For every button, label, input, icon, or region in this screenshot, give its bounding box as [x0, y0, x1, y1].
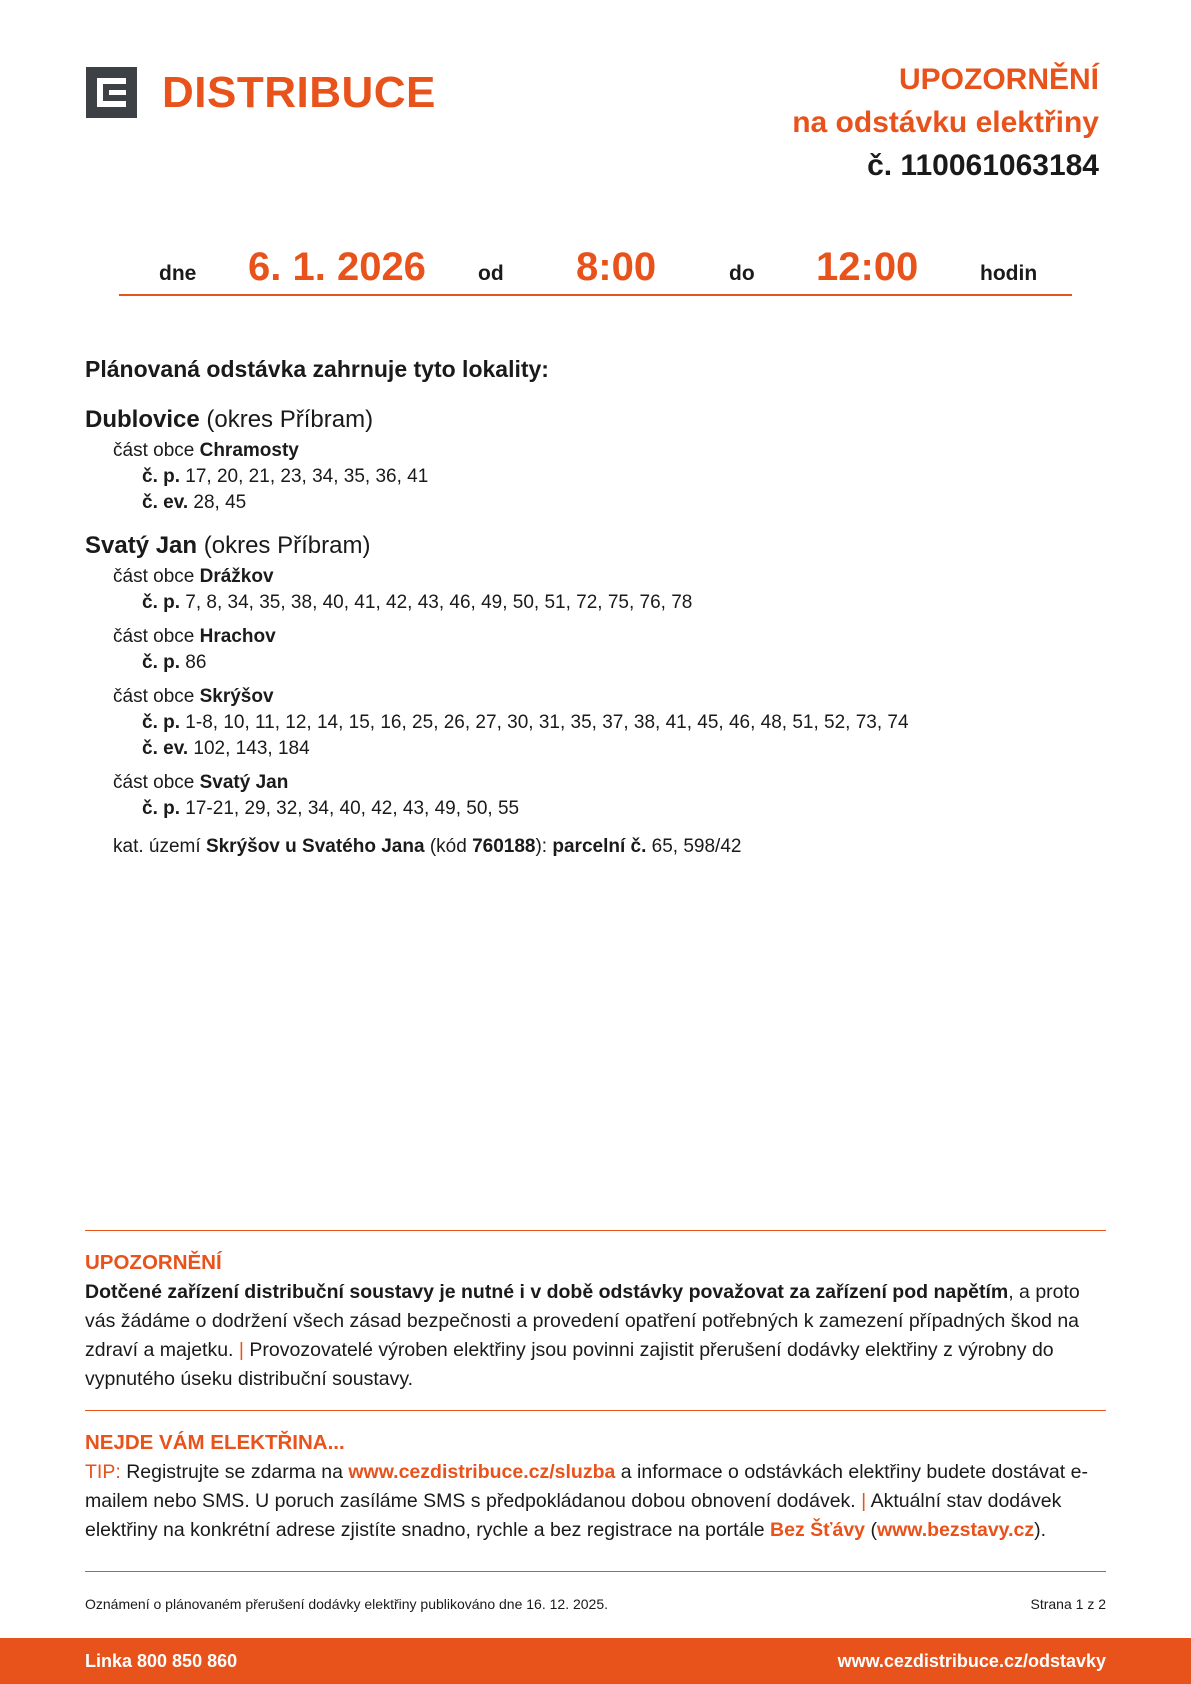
publication-note: Oznámení o plánovaném přerušení dodávky elektřiny publikováno dne 16. 12. 2025. [85, 1596, 609, 1612]
tip-section [85, 1428, 1107, 1545]
house-numbers: č. p. 86 [142, 652, 207, 673]
warning-heading: UPOZORNĚNÍ [85, 1251, 222, 1274]
municipality-part: část obce Skrýšov [113, 686, 274, 707]
warning-text: Dotčené zařízení distribuční soustavy je nutné i v době odstávky považovat za zařízení pod napětím, a proto vás žádáme o dodržení všech zásad bezpečnosti a provedení opatření potřebných k zamezení případných škod na zdraví a majetku. | Provozovatelé výroben elektřiny jsou povinni zajistit přerušení dodávky elektřiny z výrobny do vypnutého úseku distribuční soustavy. [85, 1281, 1080, 1390]
hotline[interactable]: Linka 800 850 860 [85, 1651, 238, 1671]
municipality-part: část obce Drážkov [113, 566, 274, 587]
label-to: do [729, 262, 755, 285]
intro-heading: Plánovaná odstávka zahrnuje tyto lokality: [85, 356, 549, 382]
safety-warning [85, 1248, 1107, 1394]
municipality-part: část obce Hrachov [113, 626, 276, 647]
house-numbers: č. p. 17, 20, 21, 23, 34, 35, 36, 41 [142, 466, 429, 487]
municipality-part: část obce Chramosty [113, 440, 299, 461]
logo-text: DISTRIBUCE [162, 67, 436, 117]
notice-number: č. 110061063184 [867, 149, 1099, 182]
time-from: 8:00 [576, 245, 657, 289]
registration-numbers: č. ev. 28, 45 [142, 492, 247, 513]
notice-title [792, 58, 1099, 187]
tip-text: TIP: Registrujte se zdarma na www.cezdistribuce.cz/sluzba a informace o odstávkách elektřiny budete dostávat e-mailem nebo SMS. U poruch zasíláme SMS s předpokládanou dobou obnovení dodávek. | Aktuální stav dodávek elektřiny na konkrétní adrese zjistíte snadno, rychle a bez registrace na portále Bez Šťávy (www.bezstavy.cz). [85, 1461, 1088, 1541]
footer-bar [0, 1638, 1191, 1684]
house-numbers: č. p. 1-8, 10, 11, 12, 14, 15, 16, 25, 26, 27, 30, 31, 35, 37, 38, 41, 45, 46, 48, 51, 52, 73, 74 [142, 712, 909, 733]
registration-numbers: č. ev. 102, 143, 184 [142, 738, 310, 759]
registration-link[interactable]: www.cezdistribuce.cz/sluzba [348, 1461, 616, 1483]
page-number: Strana 1 z 2 [1030, 1596, 1106, 1612]
label-day: dne [159, 262, 197, 285]
municipality-heading: Dublovice (okres Příbram) [85, 406, 374, 433]
municipality-heading: Svatý Jan (okres Příbram) [85, 532, 371, 559]
bezstavy-link[interactable]: www.bezstavy.cz [876, 1519, 1035, 1541]
website-link[interactable]: www.cezdistribuce.cz/odstavky [837, 1651, 1106, 1671]
outage-date: 6. 1. 2026 [248, 245, 426, 289]
portal-name: Bez Šťávy [770, 1519, 866, 1541]
title-line-1: UPOZORNĚNÍ [898, 63, 1099, 96]
locality-list [85, 356, 1105, 858]
logo-mark-icon [86, 67, 137, 118]
divider [85, 1571, 1106, 1572]
municipality-part: část obce Svatý Jan [113, 772, 289, 793]
cadastral-area: kat. území Skrýšov u Svatého Jana (kód 760188): parcelní č. 65, 598/42 [113, 836, 742, 857]
title-line-2: na odstávku elektřiny [792, 106, 1099, 139]
time-to: 12:00 [816, 245, 919, 289]
divider [85, 1410, 1106, 1411]
label-from: od [478, 262, 504, 285]
house-numbers: č. p. 17-21, 29, 32, 34, 40, 42, 43, 49, 50, 55 [142, 798, 520, 819]
tip-heading: NEJDE VÁM ELEKTŘINA... [85, 1431, 345, 1454]
house-numbers: č. p. 7, 8, 34, 35, 38, 40, 41, 42, 43, 46, 49, 50, 51, 72, 75, 76, 78 [142, 592, 693, 613]
company-logo [86, 67, 436, 118]
divider [85, 1230, 1106, 1231]
outage-schedule [119, 243, 1072, 296]
label-hours: hodin [980, 262, 1038, 285]
